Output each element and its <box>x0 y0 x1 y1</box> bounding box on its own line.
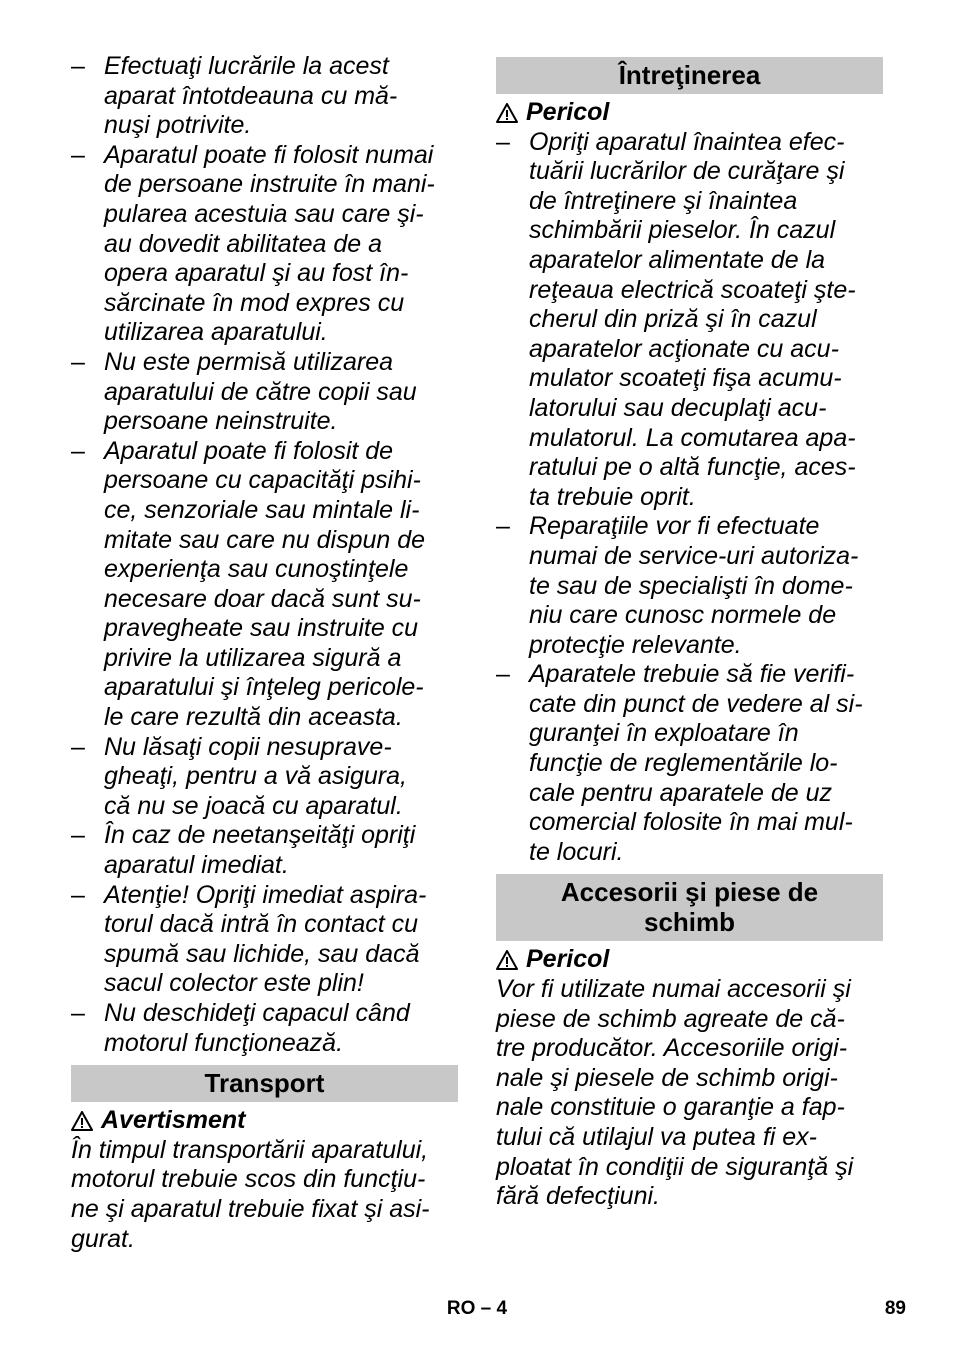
section-heading-accessories <box>496 874 883 941</box>
section-heading-transport: Transport <box>71 1065 458 1102</box>
warning-triangle-icon <box>71 1111 93 1131</box>
text-line: cherul din priză şi în cazul <box>529 305 817 334</box>
right-column <box>496 52 883 1212</box>
heading-line: Accesorii şi piese de <box>560 877 819 908</box>
page-number: 89 <box>884 1298 906 1319</box>
danger-text: Pericol <box>526 945 610 974</box>
text-line: mulatorul. La comutarea apa- <box>529 423 856 452</box>
list-item <box>71 141 458 348</box>
text-line: sărcinate în mod expres cu <box>104 288 405 317</box>
text-line: guranţei în exploatare în <box>529 719 799 748</box>
text-line: aparatelor alimentate de la <box>529 245 826 274</box>
list-item <box>71 437 458 733</box>
bullet-dash: – <box>496 127 510 156</box>
text-line: privire la utilizarea sigură a <box>104 643 402 672</box>
bullet-dash: – <box>71 52 85 80</box>
text-line: ratului pe o altă funcţie, aces- <box>529 453 856 482</box>
text-line: nale şi piesele de schimb origi- <box>496 1063 838 1092</box>
text-line: aparat întotdeauna cu mă- <box>104 81 398 110</box>
text-line: au dovedit abilitatea de a <box>104 229 382 258</box>
text-line: necesare doar dacă sunt su- <box>104 584 421 613</box>
text-line: mitate sau care nu dispun de <box>104 525 426 554</box>
text-line: Nu este permisă utilizarea <box>104 347 394 376</box>
text-line: spumă sau lichide, sau dacă <box>104 939 420 968</box>
maintenance-bullet-list <box>496 128 883 868</box>
heading-line: schimb <box>643 907 736 938</box>
text-line: aparatului de către copii sau <box>104 377 417 406</box>
bullet-dash: – <box>71 140 85 169</box>
text-line: opera aparatul şi au fost în- <box>104 259 409 288</box>
accessories-paragraph <box>496 975 883 1212</box>
text-line: pularea acestuia sau care şi- <box>104 199 424 228</box>
bullet-dash: – <box>71 436 85 465</box>
text-line: fără defecţiuni. <box>496 1182 660 1211</box>
text-line: Vor fi utilizate numai accesorii şi <box>496 975 851 1004</box>
text-line: te locuri. <box>529 837 624 866</box>
bullet-dash: – <box>71 999 85 1027</box>
footer-section-label: RO – 4 <box>446 1298 508 1319</box>
bullet-dash: – <box>71 880 85 909</box>
text-line: numai de service-uri autoriza- <box>529 541 859 570</box>
text-line: ta trebuie oprit. <box>529 482 696 511</box>
danger-text: Pericol <box>526 98 610 126</box>
text-line: schimbării pieselor. În cazul <box>529 216 836 245</box>
text-line: Nu lăsaţi copii nesuprave- <box>104 732 392 761</box>
list-item <box>496 660 883 867</box>
safety-bullet-list <box>71 52 458 1058</box>
text-line: În timpul transportării aparatului, <box>71 1135 429 1164</box>
warning-triangle-icon <box>496 950 518 970</box>
text-line: utilizarea aparatului. <box>104 318 328 347</box>
list-item <box>71 733 458 822</box>
text-line: aparatelor acţionate cu acu- <box>529 334 839 363</box>
text-line: de persoane instruite în mani- <box>104 170 435 199</box>
list-item <box>496 512 883 660</box>
text-line: piese de schimb agreate de că- <box>496 1004 845 1033</box>
text-line: protecţie relevante. <box>529 630 742 659</box>
bullet-dash: – <box>71 347 85 376</box>
text-line: latorului sau decuplaţi acu- <box>529 393 827 422</box>
list-item <box>71 881 458 999</box>
text-line: mulator scoateţi fişa acumu- <box>529 364 842 393</box>
list-item <box>71 821 458 880</box>
text-line: aparatului şi înţeleg pericole- <box>104 673 424 702</box>
section-heading-maintenance: Întreţinerea <box>496 57 883 94</box>
text-line: Aparatele trebuie să fie verifi- <box>529 660 855 689</box>
text-line: sacul colector este plin! <box>104 969 364 998</box>
text-line: Nu deschideţi capacul când <box>104 999 410 1027</box>
text-line: torul dacă intră în contact cu <box>104 910 419 939</box>
text-line: nuşi potrivite. <box>104 111 252 140</box>
text-line: ploatat în condiţii de siguranţă şi <box>496 1152 854 1181</box>
text-line: În caz de neetanşeităţi opriţi <box>104 821 416 850</box>
list-item <box>71 52 458 141</box>
text-line: ce, senzoriale sau mintale li- <box>104 495 420 524</box>
text-line: tului că utilajul va putea fi ex- <box>496 1123 818 1151</box>
text-line: că nu se joacă cu aparatul. <box>104 791 403 820</box>
bullet-dash: – <box>496 512 510 541</box>
text-line: cale pentru aparatele de uz <box>529 778 832 807</box>
bullet-dash: – <box>496 660 510 689</box>
text-line: motorul trebuie scos din funcţiu- <box>71 1165 426 1194</box>
text-line: cate din punct de vedere al si- <box>529 689 863 718</box>
text-line: Aparatul poate fi folosit de <box>104 436 394 465</box>
list-item <box>496 128 883 513</box>
text-line: ne şi aparatul trebuie fixat şi asi- <box>71 1194 430 1223</box>
text-line: Opriţi aparatul înaintea efec- <box>529 127 845 156</box>
text-line: de întreţinere şi înaintea <box>529 186 798 215</box>
danger-label <box>496 98 883 128</box>
text-line: aparatul imediat. <box>104 851 289 880</box>
transport-paragraph <box>71 1136 458 1254</box>
text-line: Reparaţiile vor fi efectuate <box>529 512 820 541</box>
warning-triangle-icon <box>496 103 518 123</box>
bullet-dash: – <box>71 821 85 850</box>
warning-label <box>71 1106 458 1136</box>
text-line: nale constituie o garanţie a fap- <box>496 1093 845 1122</box>
text-line: pravegheate sau instruite cu <box>104 614 419 643</box>
text-line: gheaţi, pentru a vă asigura, <box>104 762 407 791</box>
text-line: Aparatul poate fi folosit numai <box>104 140 434 169</box>
left-column <box>71 52 458 1254</box>
text-line: persoane cu capacităţi psihi- <box>104 466 421 495</box>
warning-text: Avertisment <box>101 1106 246 1135</box>
text-line: tre producător. Accesoriile origi- <box>496 1034 848 1063</box>
text-line: experienţa sau cunoştinţele <box>104 555 409 584</box>
bullet-dash: – <box>71 732 85 761</box>
text-line: gurat. <box>71 1224 135 1253</box>
list-item <box>71 348 458 437</box>
text-line: comercial folosite în mai mul- <box>529 808 853 837</box>
list-item <box>71 999 458 1058</box>
text-line: motorul funcţionează. <box>104 1028 344 1057</box>
text-line: tuării lucrărilor de curăţare şi <box>529 157 845 186</box>
text-line: Efectuaţi lucrările la acest <box>104 52 389 80</box>
text-line: reţeaua electrică scoateţi şte- <box>529 275 856 304</box>
text-line: le care rezultă din aceasta. <box>104 703 403 732</box>
text-line: funcţie de reglementările lo- <box>529 749 838 778</box>
text-line: niu care cunosc normele de <box>529 601 837 630</box>
text-line: persoane neinstruite. <box>104 407 338 436</box>
danger-label <box>496 945 883 975</box>
text-line: te sau de specialişti în dome- <box>529 571 853 600</box>
text-line: Atenţie! Opriţi imediat aspira- <box>104 880 427 909</box>
